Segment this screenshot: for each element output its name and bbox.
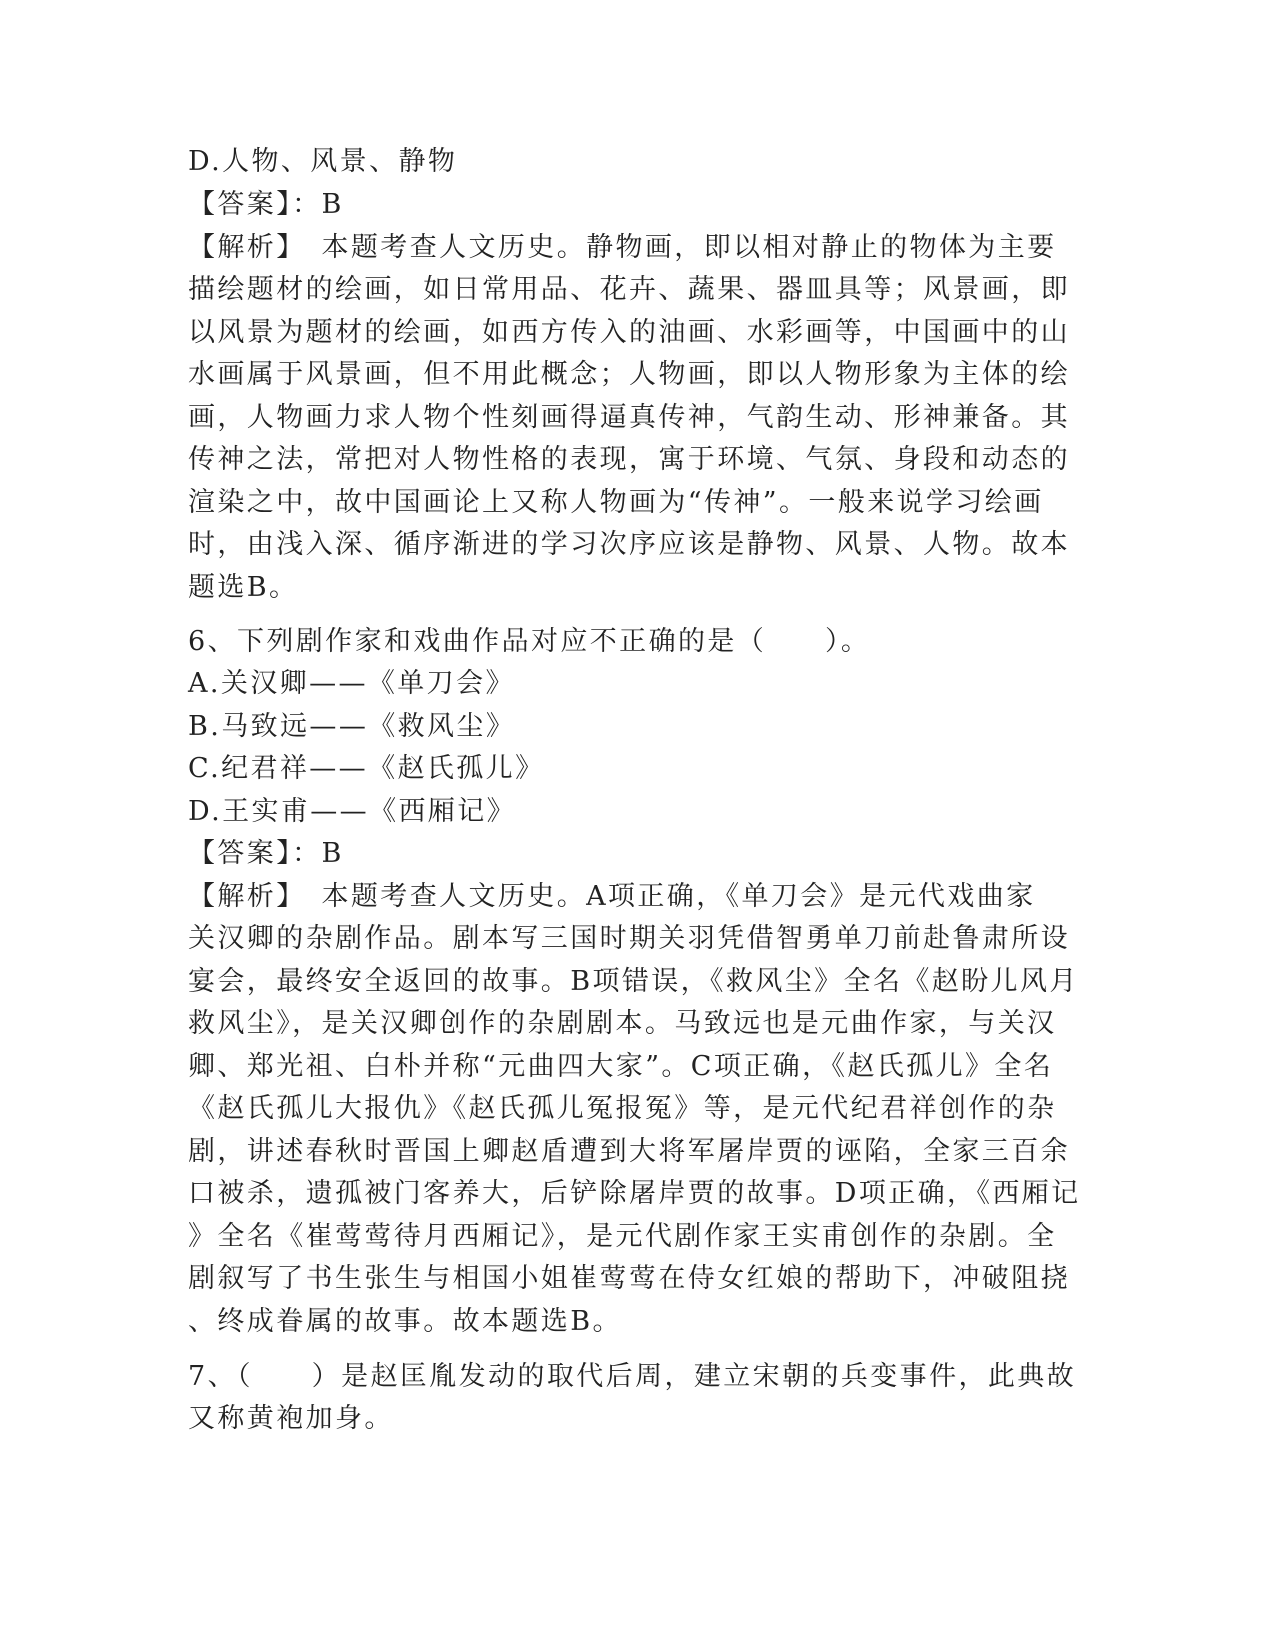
q5-explanation-line: 题选B。 [188,572,299,603]
q6-explanation-line: 》全名《崔莺莺待月西厢记》，是元代剧作家王实甫创作的杂剧。全 [188,1221,1057,1252]
q6-option-b: B.马致远——《救风尘》 [188,711,516,742]
q6-explanation-line: 剧，讲述春秋时晋国上卿赵盾遭到大将军屠岸贾的诬陷，全家三百余 [188,1136,1070,1167]
q6-explanation-line: 口被杀，遗孤被门客养大，后铲除屠岸贾的故事。D项正确，《西厢记 [188,1178,1081,1209]
q5-explanation-line: 画，人物画力求人物个性刻画得逼真传神，气韵生动、形神兼备。其 [188,402,1070,433]
q5-explanation-line: 渲染之中，故中国画论上又称人物画为“传神”。一般来说学习绘画 [188,487,1044,518]
q5-explanation-line: 以风景为题材的绘画，如西方传入的油画、水彩画等，中国画中的山 [188,317,1070,348]
q6-explanation-line: 剧叙写了书生张生与相国小姐崔莺莺在侍女红娘的帮助下，冲破阻挠 [188,1263,1070,1294]
q6-explanation-line: 、终成眷属的故事。故本题选B。 [188,1306,622,1337]
q6-explanation-line: 关汉卿的杂剧作品。剧本写三国时期关羽凭借智勇单刀前赴鲁肃所设 [188,923,1070,954]
q6-explanation-line: 宴会，最终安全返回的故事。B项错误，《救风尘》全名《赵盼儿风月 [188,966,1079,997]
q5-explanation-line: 时，由浅入深、循序渐进的学习次序应该是静物、风景、人物。故本 [188,529,1070,560]
q6-option-d: D.王实甫——《西厢记》 [188,796,517,827]
q6-option-a: A.关汉卿——《单刀会》 [188,668,515,699]
q6-option-c: C.纪君祥——《赵氏孤儿》 [188,753,545,784]
q7-question: 又称黄袍加身。 [188,1403,394,1434]
q5-explanation-line: 水画属于风景画，但不用此概念；人物画，即以人物形象为主体的绘 [188,359,1070,390]
q6-explanation-line: 【解析】 本题考查人文历史。A项正确，《单刀会》是元代戏曲家 [188,881,1036,912]
q6-explanation-line: 救风尘》，是关汉卿创作的杂剧剧本。马致远也是元曲作家，与关汉 [188,1008,1057,1039]
q5-explanation-line: 描绘题材的绘画，如日常用品、花卉、蔬果、器皿具等；风景画，即 [188,274,1070,305]
q5-explanation-line: 传神之法，常把对人物性格的表现，寓于环境、气氛、身段和动态的 [188,444,1070,475]
q7-question: 7、（ ）是赵匡胤发动的取代后周，建立宋朝的兵变事件，此典故 [188,1361,1077,1392]
q6-question: 6、下列剧作家和戏曲作品对应不正确的是（ ）。 [188,626,871,657]
q5-option-d: D.人物、风景、静物 [188,146,458,177]
q5-explanation-line: 【解析】 本题考查人文历史。静物画，即以相对静止的物体为主要 [188,232,1057,263]
q6-explanation-line: 卿、郑光祖、白朴并称“元曲四大家”。C项正确，《赵氏孤儿》全名 [188,1051,1054,1082]
q5-answer: 【答案】：B [188,189,344,220]
q6-answer: 【答案】：B [188,838,344,869]
q6-explanation-line: 《赵氏孤儿大报仇》《赵氏孤儿冤报冤》等，是元代纪君祥创作的杂 [188,1093,1057,1124]
